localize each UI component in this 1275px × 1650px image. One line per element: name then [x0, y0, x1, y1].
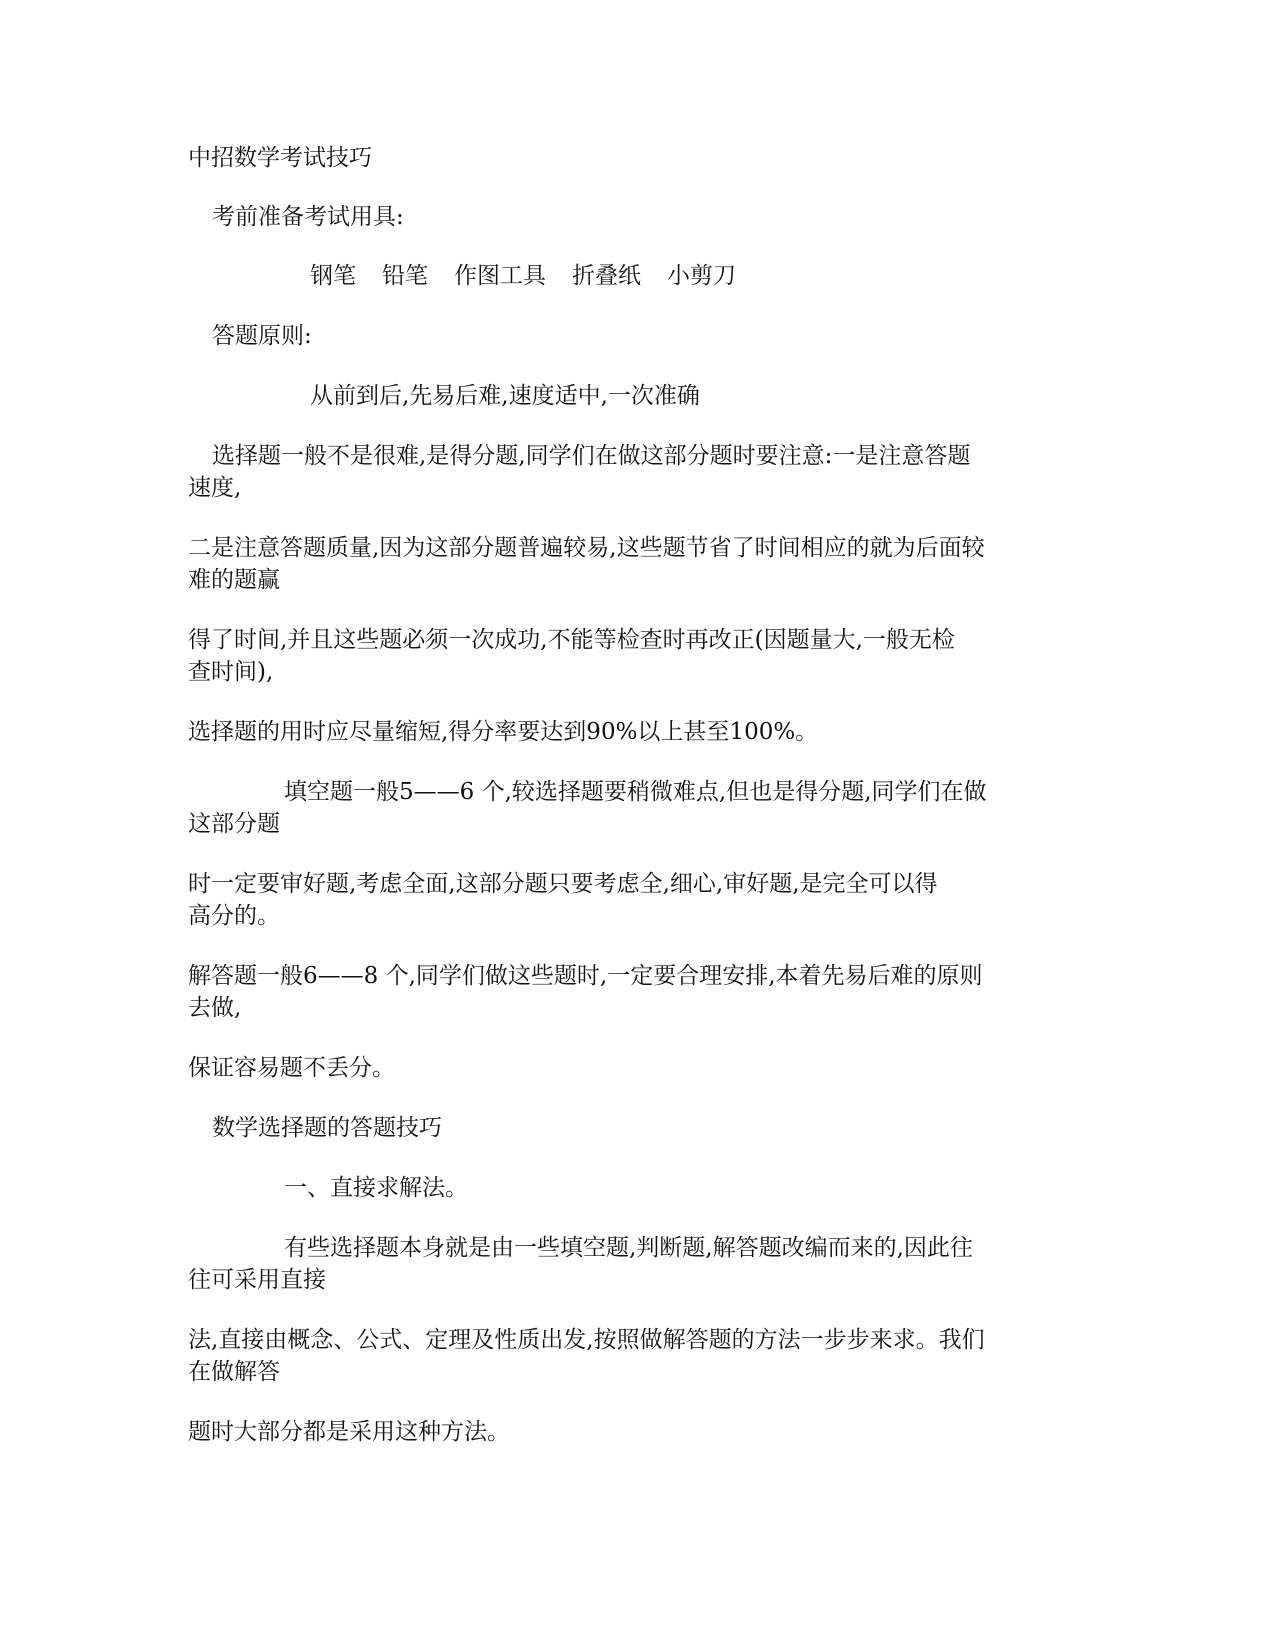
choice-paragraph-1	[188, 440, 1088, 504]
text-line: 二是注意答题质量,因为这部分题普遍较易,这些题节省了时间相应的就为后面较	[188, 535, 985, 561]
fill-paragraph-2	[188, 868, 1088, 932]
tools-list	[310, 260, 762, 292]
text-line: 时一定要审好题,考虑全面,这部分题只要考虑全,细心,审好题,是完全可以得	[188, 871, 938, 897]
text-line: 有些选择题本身就是由一些填空题,判断题,解答题改编而来的,因此往	[284, 1235, 973, 1261]
text-line: 得了时间,并且这些题必须一次成功,不能等检查时再改正(因题量大,一般无检	[188, 627, 955, 653]
answer-paragraph-1	[188, 960, 1088, 1024]
text-line: 在做解答	[188, 1359, 280, 1385]
text-line: 往可采用直接	[188, 1267, 326, 1293]
text-line: 填空题一般5——6 个,较选择题要稍微难点,但也是得分题,同学们在做	[284, 779, 987, 805]
tool-item: 作图工具	[454, 263, 546, 289]
method1-paragraph-3: 题时大部分都是采用这种方法。	[188, 1419, 510, 1445]
fill-paragraph-1	[188, 776, 1088, 840]
tool-item: 小剪刀	[667, 263, 736, 289]
text-line: 这部分题	[188, 811, 280, 837]
prep-heading: 考前准备考试用具:	[212, 204, 404, 230]
choice-paragraph-3	[188, 624, 1088, 688]
skills-heading: 数学选择题的答题技巧	[212, 1115, 442, 1141]
tool-item: 钢笔	[310, 263, 356, 289]
text-line: 速度,	[188, 475, 242, 501]
method1-heading: 一、直接求解法。	[284, 1175, 468, 1201]
tool-item: 折叠纸	[572, 263, 641, 289]
answer-paragraph-2: 保证容易题不丢分。	[188, 1055, 395, 1081]
document-title: 中招数学考试技巧	[188, 145, 372, 171]
method1-paragraph-2	[188, 1324, 1088, 1388]
text-line: 查时间),	[188, 659, 274, 685]
text-line: 高分的。	[188, 903, 280, 929]
text-line: 法,直接由概念、公式、定理及性质出发,按照做解答题的方法一步步来求。我们	[188, 1327, 985, 1353]
method1-paragraph-1	[188, 1232, 1088, 1296]
text-line: 去做,	[188, 995, 242, 1021]
choice-paragraph-2	[188, 532, 1088, 596]
text-line: 解答题一般6——8 个,同学们做这些题时,一定要合理安排,本着先易后难的原则	[188, 963, 983, 989]
text-line: 选择题一般不是很难,是得分题,同学们在做这部分题时要注意:一是注意答题	[212, 443, 971, 469]
choice-paragraph-4: 选择题的用时应尽量缩短,得分率要达到90%以上甚至100%。	[188, 719, 819, 745]
tool-item: 铅笔	[382, 263, 428, 289]
principle-heading: 答题原则:	[212, 323, 312, 349]
principle-text: 从前到后,先易后难,速度适中,一次准确	[310, 383, 700, 409]
text-line: 难的题赢	[188, 567, 280, 593]
